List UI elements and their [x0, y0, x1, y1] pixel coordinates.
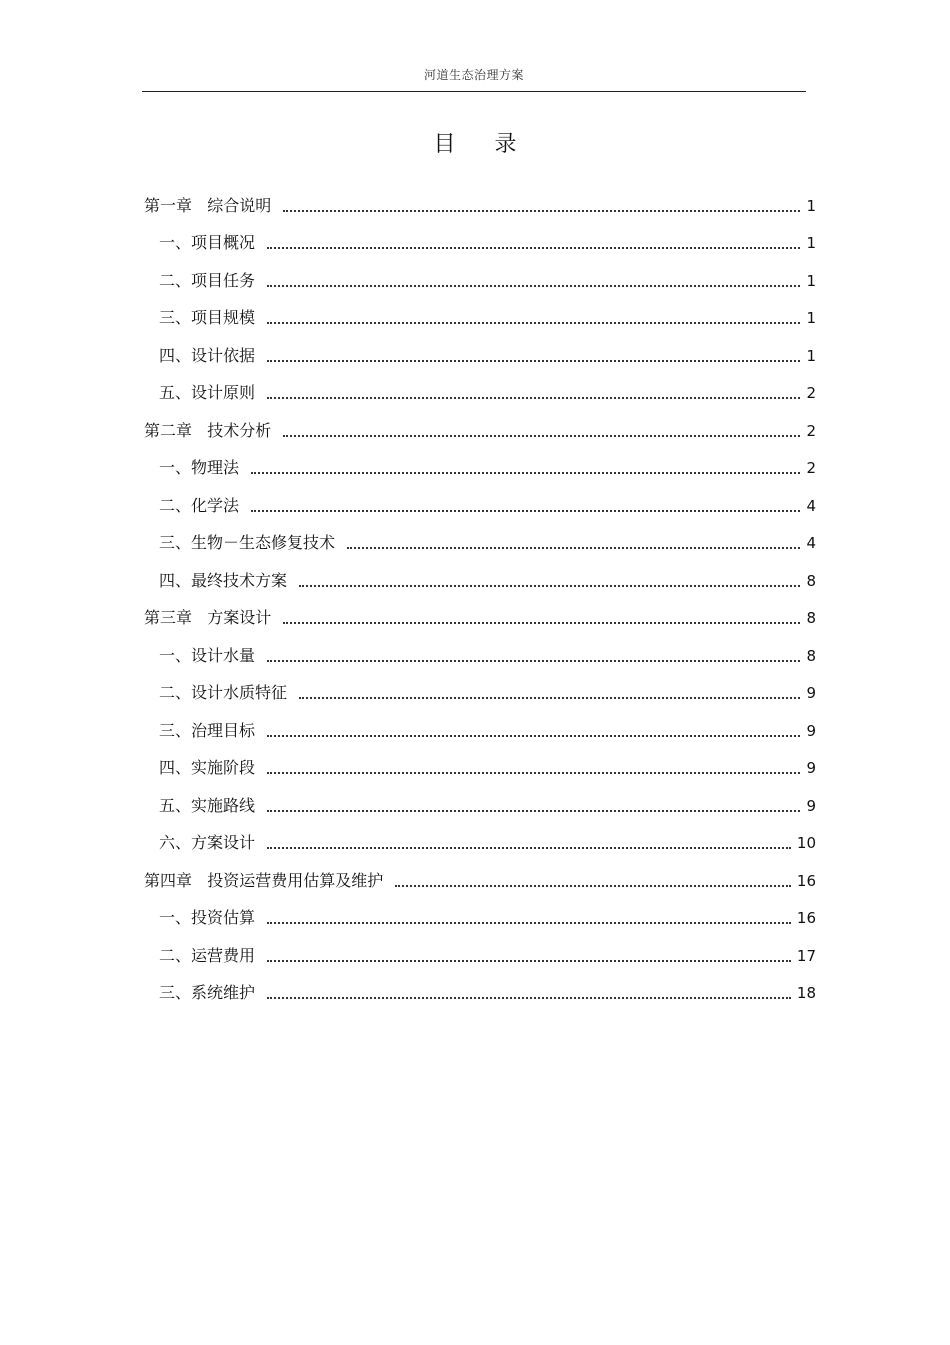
toc-entry-19[interactable]	[144, 853, 816, 891]
toc-entry-label: 三、项目规模	[159, 308, 256, 327]
toc-entry-label: 一、投资估算	[159, 908, 256, 927]
dot-leader	[267, 397, 800, 399]
toc-entry-12[interactable]	[144, 591, 816, 629]
toc-entry-page-number: 9	[806, 684, 816, 702]
dot-leader	[267, 772, 800, 774]
toc-entry-label: 六、方案设计	[159, 833, 256, 852]
dot-leader	[267, 247, 800, 249]
dot-leader	[267, 660, 800, 662]
toc-entry-page-number: 1	[806, 196, 816, 215]
dot-leader	[267, 960, 791, 962]
dot-leader	[267, 810, 800, 812]
toc-entry-22[interactable]	[144, 966, 816, 1004]
toc-entry-page-number: 16	[796, 909, 816, 927]
toc-entry-label: 一、设计水量	[159, 645, 256, 665]
dot-leader	[347, 547, 800, 549]
toc-entry-page-number: 18	[796, 984, 816, 1002]
dot-leader	[299, 585, 800, 587]
dot-leader	[283, 210, 800, 212]
toc-entry-21[interactable]	[144, 928, 816, 966]
dot-leader	[267, 360, 800, 362]
toc-entry-3[interactable]	[144, 253, 816, 291]
dot-leader	[267, 735, 800, 737]
toc-entry-label: 三、治理目标	[159, 720, 256, 740]
toc-entry-page-number: 8	[806, 646, 816, 665]
toc-entry-label: 二、运营费用	[159, 945, 256, 965]
toc-entry-1[interactable]	[144, 178, 816, 216]
toc-entry-page-number: 2	[806, 421, 816, 440]
dot-leader	[395, 885, 791, 887]
toc-entry-5[interactable]	[144, 328, 816, 366]
toc-entry-10[interactable]	[144, 516, 816, 554]
toc-entry-11[interactable]	[144, 553, 816, 591]
toc-entry-2[interactable]	[144, 216, 816, 254]
dot-leader	[267, 997, 791, 999]
toc-entry-17[interactable]	[144, 778, 816, 816]
toc-entry-label: 三、生物－生态修复技术	[159, 533, 336, 552]
toc-entry-8[interactable]	[144, 441, 816, 479]
toc-entry-15[interactable]	[144, 703, 816, 741]
table-of-contents	[144, 178, 816, 1003]
toc-entry-page-number: 4	[806, 534, 816, 552]
toc-entry-page-number: 10	[796, 834, 816, 852]
toc-entry-page-number: 2	[806, 384, 816, 402]
dot-leader	[283, 622, 800, 624]
toc-entry-label: 第三章 方案设计	[144, 608, 272, 627]
toc-entry-6[interactable]	[144, 366, 816, 404]
toc-entry-page-number: 1	[806, 346, 816, 365]
toc-entry-page-number: 2	[806, 459, 816, 477]
dot-leader	[267, 322, 800, 324]
toc-entry-label: 四、设计依据	[159, 345, 256, 365]
toc-entry-page-number: 9	[806, 759, 816, 777]
running-header: 河道生态治理方案	[423, 68, 524, 82]
toc-entry-label: 第四章 投资运营费用估算及维护	[144, 870, 384, 890]
toc-entry-7[interactable]	[144, 403, 816, 441]
toc-entry-9[interactable]	[144, 478, 816, 516]
dot-leader	[251, 510, 800, 512]
toc-entry-page-number: 4	[806, 496, 816, 515]
toc-entry-13[interactable]	[144, 628, 816, 666]
header-rule	[142, 91, 806, 92]
toc-entry-label: 五、实施路线	[159, 795, 256, 815]
toc-entry-page-number: 1	[806, 309, 816, 327]
toc-entry-page-number: 9	[806, 796, 816, 815]
toc-entry-label: 一、项目概况	[159, 233, 256, 252]
toc-entry-20[interactable]	[144, 891, 816, 929]
toc-entry-14[interactable]	[144, 666, 816, 704]
toc-entry-page-number: 16	[796, 871, 816, 890]
dot-leader	[267, 285, 800, 287]
toc-entry-label: 第一章 综合说明	[144, 195, 272, 215]
toc-entry-page-number: 1	[806, 234, 816, 252]
toc-entry-page-number: 9	[806, 721, 816, 740]
toc-entry-16[interactable]	[144, 741, 816, 779]
toc-entry-18[interactable]	[144, 816, 816, 854]
toc-entry-label: 四、最终技术方案	[159, 570, 288, 590]
dot-leader	[251, 472, 800, 474]
toc-entry-label: 第二章 技术分析	[144, 420, 272, 440]
dot-leader	[267, 847, 791, 849]
toc-entry-label: 四、实施阶段	[159, 758, 256, 777]
dot-leader	[283, 435, 800, 437]
dot-leader	[267, 922, 791, 924]
toc-entry-label: 二、化学法	[159, 495, 240, 515]
toc-entry-label: 二、设计水质特征	[159, 683, 288, 702]
toc-entry-label: 二、项目任务	[159, 270, 256, 290]
dot-leader	[299, 697, 800, 699]
toc-entry-page-number: 17	[796, 946, 816, 965]
toc-entry-4[interactable]	[144, 291, 816, 329]
toc-entry-label: 五、设计原则	[159, 383, 256, 402]
toc-entry-label: 一、物理法	[159, 458, 240, 477]
toc-entry-page-number: 8	[806, 571, 816, 590]
toc-entry-page-number: 1	[806, 271, 816, 290]
toc-title: 目 录	[433, 132, 533, 157]
toc-entry-label: 三、系统维护	[159, 983, 256, 1002]
toc-entry-page-number: 8	[806, 609, 816, 627]
